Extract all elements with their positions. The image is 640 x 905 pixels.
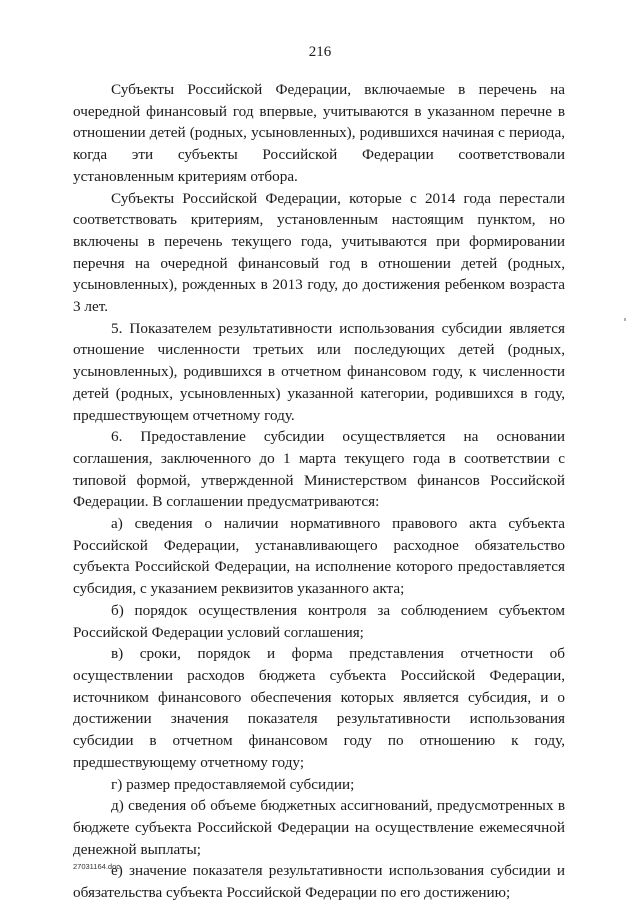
paragraph-new-subjects: Субъекты Российской Федерации, включаемые в перечень на очередной финансовый год впервые, учитываются в указанном перечне в отношении детей (родных, усыновленных), родившихся начиная с периода, когда эти субъекты Российской Федерации соответствовали установленным критериям отбора. [73, 81, 565, 185]
paragraph-subjects-since-2014: Субъекты Российской Федерации, которые с 2014 года перестали соответствовать критериям, установленным настоящим пунктом, но включены в перечень текущего года, учитываются при формировании перечня на очередной финансовый год в отношении детей (родных, усыновленных), рожденных в 2013 году, до достижения ребенком возраста 3 лет. [73, 189, 565, 316]
page-number: 216 [308, 44, 332, 60]
paragraph-subitem-g: г) размер предоставляемой субсидии; [111, 775, 355, 793]
paragraph-subitem-a: а) сведения о наличии нормативного правового акта субъекта Российской Федерации, устанавливающего расходное обязательство субъекта Российской Федерации, на исполнение которого предоставляется субсидия, с указанием реквизитов указанного акта; [73, 515, 565, 598]
paragraph-subitem-v: в) сроки, порядок и форма представления отчетности об осуществлении расходов бюджета субъекта Российской Федерации, источником финансового обеспечения которых является субсидия, и о достижении значения показателя результативности использования субсидии в отчетном финансовом году по отношению к году, предшествующему отчетному году; [73, 645, 565, 771]
paragraph-subitem-d: д) сведения об объеме бюджетных ассигнований, предусмотренных в бюджете субъекта Российской Федерации на осуществление ежемесячной денежной выплаты; [73, 797, 565, 858]
paragraph-subitem-b: б) порядок осуществления контроля за соблюдением субъектом Российской Федерации условий соглашения; [73, 601, 565, 641]
margin-speck [624, 318, 626, 321]
paragraph-subitem-e: е) значение показателя результативности использования субсидии и обязательства субъекта Российской Федерации по его достижению; [73, 862, 565, 902]
paragraph-item-5-indicator: 5. Показателем результативности использования субсидии является отношение численности третьих или последующих детей (родных, усыновленных), родившихся в отчетном финансовом году, к численности детей (родных, усыновленных) указанной категории, родившихся в году, предшествующем отчетному году. [73, 319, 565, 424]
document-body [73, 79, 565, 904]
paragraph-item-6-agreement: 6. Предоставление субсидии осуществляется на основании соглашения, заключенного до 1 марта текущего года в соответствии с типовой формой, утвержденной Министерством финансов Российской Федерации. В соглашении предусматриваются: [73, 428, 565, 511]
footer-file-name: 27031164.doc [73, 862, 120, 871]
